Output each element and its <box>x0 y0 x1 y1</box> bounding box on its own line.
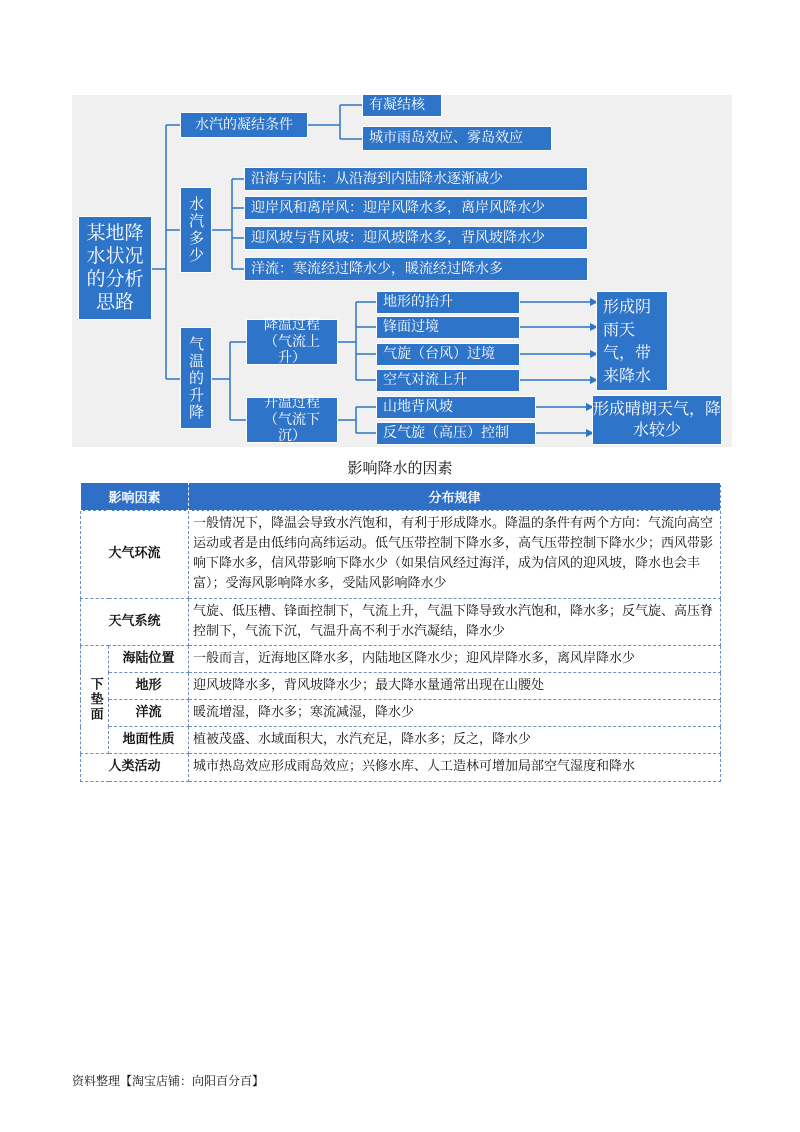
table-row <box>81 727 721 754</box>
moisture-item: 迎风坡与背风坡：迎风坡降水多，背风坡降水少 <box>244 226 588 250</box>
factor-cell: 海陆位置 <box>109 645 189 672</box>
description-cell: 一般情况下，降温会导致水汽饱和，有利于形成降水。降温的条件有两个方向：气流向高空运动或者是由低纬向高纬运动。低气压带控制下降水多，高气压带控制下降水少；西风带影响下降水多，信风带影响下降水少（如果信风经过海洋，成为信风的迎风坡，降水也会丰富）；受海风影响降水多，受陆风影响降水少 <box>189 511 721 599</box>
group-cell: 下垫面 <box>81 645 109 754</box>
factor-cell: 天气系统 <box>81 598 189 645</box>
mind-map <box>72 95 732 447</box>
cooling-item: 地形的抬升 <box>376 291 520 314</box>
factor-cell: 地面性质 <box>109 727 189 754</box>
condensation-item: 城市雨岛效应、雾岛效应 <box>362 126 552 151</box>
cooling-item: 空气对流上升 <box>376 369 520 392</box>
description-cell: 暖流增湿，降水多；寒流减湿，降水少 <box>189 700 721 727</box>
warming-process-node: 升温过程（气流下沉） <box>246 397 338 443</box>
table-title: 影响降水的因素 <box>347 459 453 477</box>
table-row <box>81 511 721 599</box>
description-cell: 一般而言，近海地区降水多，内陆地区降水少；迎风岸降水多，离风岸降水少 <box>189 645 721 672</box>
cooling-result-node: 形成阴雨天气，带来降水 <box>596 291 668 391</box>
factor-cell: 地形 <box>109 672 189 699</box>
table-row <box>81 598 721 645</box>
table-row <box>81 672 721 699</box>
warming-item: 反气旋（高压）控制 <box>376 422 536 445</box>
moisture-branch-node: 水汽多少 <box>180 187 212 273</box>
cooling-process-node: 降温过程（气流上升） <box>246 319 338 365</box>
column-header: 影响因素 <box>81 483 189 511</box>
factor-cell: 洋流 <box>109 700 189 727</box>
warming-item: 山地背风坡 <box>376 396 536 419</box>
factor-cell: 大气环流 <box>81 511 189 599</box>
root-node: 某地降水状况的分析思路 <box>78 216 152 320</box>
table-row <box>81 645 721 672</box>
description-cell: 迎风坡降水多，背风坡降水少；最大降水量通常出现在山腰处 <box>189 672 721 699</box>
warming-result-node: 形成晴朗天气，降水较少 <box>592 395 722 445</box>
table-row <box>81 754 721 781</box>
factor-cell: 人类活动 <box>81 754 189 781</box>
description-cell: 植被茂盛、水域面积大，水汽充足，降水多；反之，降水少 <box>189 727 721 754</box>
description-cell: 城市热岛效应形成雨岛效应；兴修水库、人工造林可增加局部空气湿度和降水 <box>189 754 721 781</box>
temperature-branch-node: 气温的升降 <box>180 327 212 429</box>
condensation-item: 有凝结核 <box>362 94 442 117</box>
table-row <box>81 700 721 727</box>
footer-source: 资料整理【淘宝店铺：向阳百分百】 <box>72 1074 265 1088</box>
moisture-item: 洋流：寒流经过降水少，暖流经过降水多 <box>244 257 588 281</box>
factors-table <box>80 482 721 782</box>
cooling-item: 锋面过境 <box>376 316 520 339</box>
column-header: 分布规律 <box>189 483 721 511</box>
table-header-row <box>81 483 721 511</box>
description-cell: 气旋、低压槽、锋面控制下，气流上升，气温下降导致水汽饱和，降水多；反气旋、高压脊控制下，气流下沉，气温升高不利于水汽凝结，降水少 <box>189 598 721 645</box>
cooling-item: 气旋（台风）过境 <box>376 343 520 366</box>
moisture-item: 迎岸风和离岸风：迎岸风降水多，离岸风降水少 <box>244 196 588 220</box>
condensation-branch-node: 水汽的凝结条件 <box>180 112 308 138</box>
moisture-item: 沿海与内陆：从沿海到内陆降水逐渐减少 <box>244 167 588 191</box>
